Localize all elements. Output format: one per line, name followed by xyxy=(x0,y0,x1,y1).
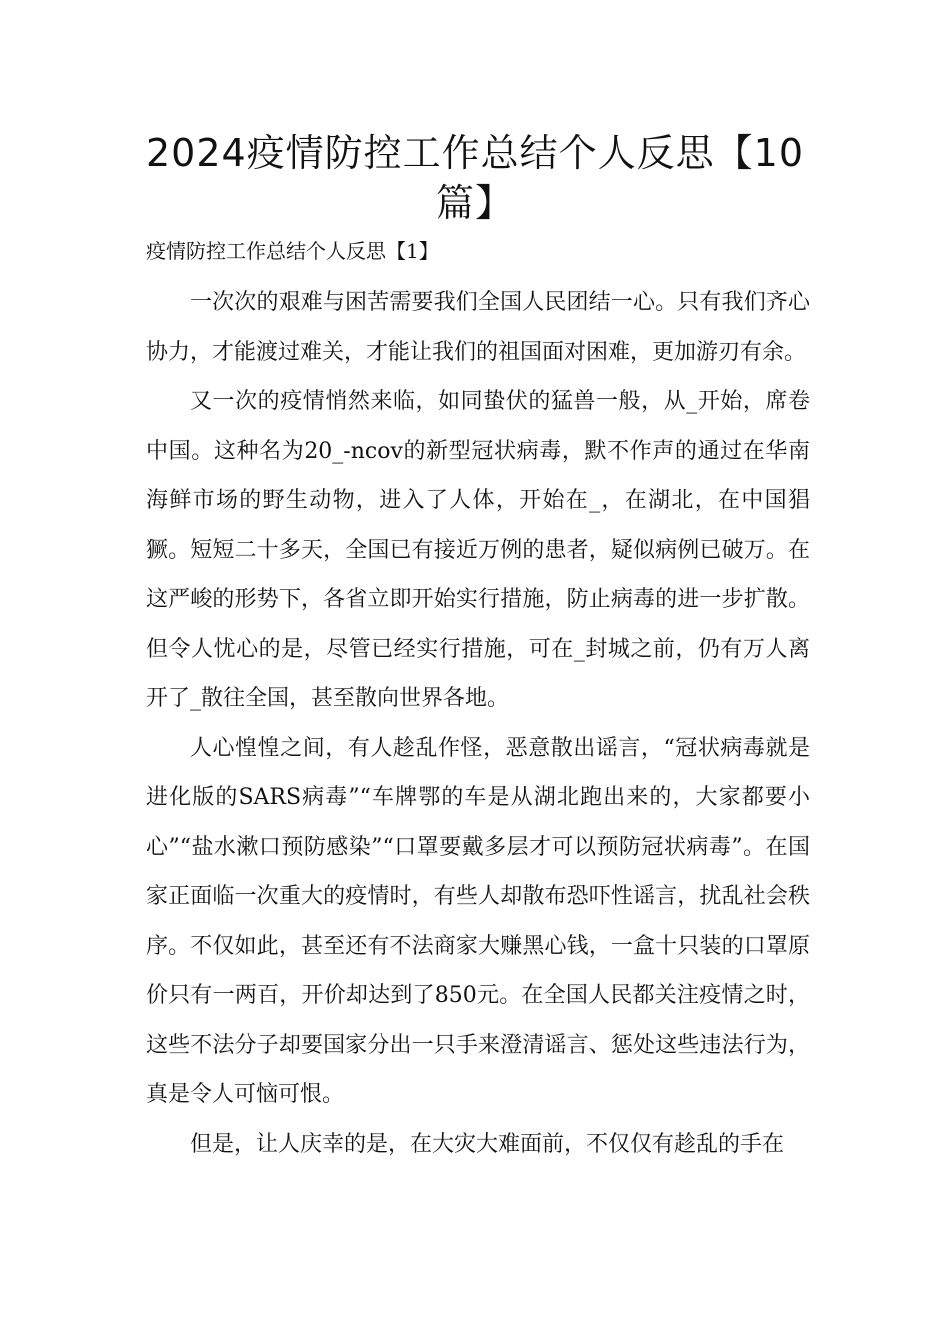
document-body xyxy=(146,278,810,1169)
section-heading: 疫情防控工作总结个人反思【1】 xyxy=(146,239,439,263)
paragraph-4: 但是，让人庆幸的是，在大灾大难面前，不仅仅有趁乱的手在 xyxy=(190,1131,785,1157)
paragraph-3: 人心惶惶之间，有人趁乱作怪，恶意散出谣言，“冠状病毒就是进化版的SARS病毒”“车牌鄂的车是从湖北跑出来的，大家都要小心”“盐水漱口预防感染”“口罩要戴多层才可以预防冠状病毒”。在国家正面临一次重大的疫情时，有些人却散布恐吓性谣言，扰乱社会秩序。不仅如此，甚至还有不法商家大赚黑心钱，一盒十只装的口罩原价只有一两百，开价却达到了850元。在全国人民都关注疫情之时，这些不法分子却要国家分出一只手来澄清谣言、惩处这些违法行为，真是令人可恼可恨。 xyxy=(146,735,810,1107)
document-title: 2024疫情防控工作总结个人反思【10篇】 xyxy=(145,131,805,225)
paragraph-1: 一次次的艰难与困苦需要我们全国人民团结一心。只有我们齐心协力，才能渡过难关，才能让我们的祖国面对困难，更加游刃有余。 xyxy=(146,290,810,365)
paragraph-2: 又一次的疫情悄然来临，如同蛰伏的猛兽一般，从_开始，席卷中国。这种名为20_-ncov的新型冠状病毒，默不作声的通过在华南海鲜市场的野生动物，进入了人体，开始在_，在湖北，在中国猖獗。短短二十多天，全国已有接近万例的患者，疑似病例已破万。在这严峻的形势下，各省立即开始实行措施，防止病毒的进一步扩散。但令人忧心的是，尽管已经实行措施，可在_封城之前，仍有万人离开了_散往全国，甚至散向世界各地。 xyxy=(146,389,810,711)
